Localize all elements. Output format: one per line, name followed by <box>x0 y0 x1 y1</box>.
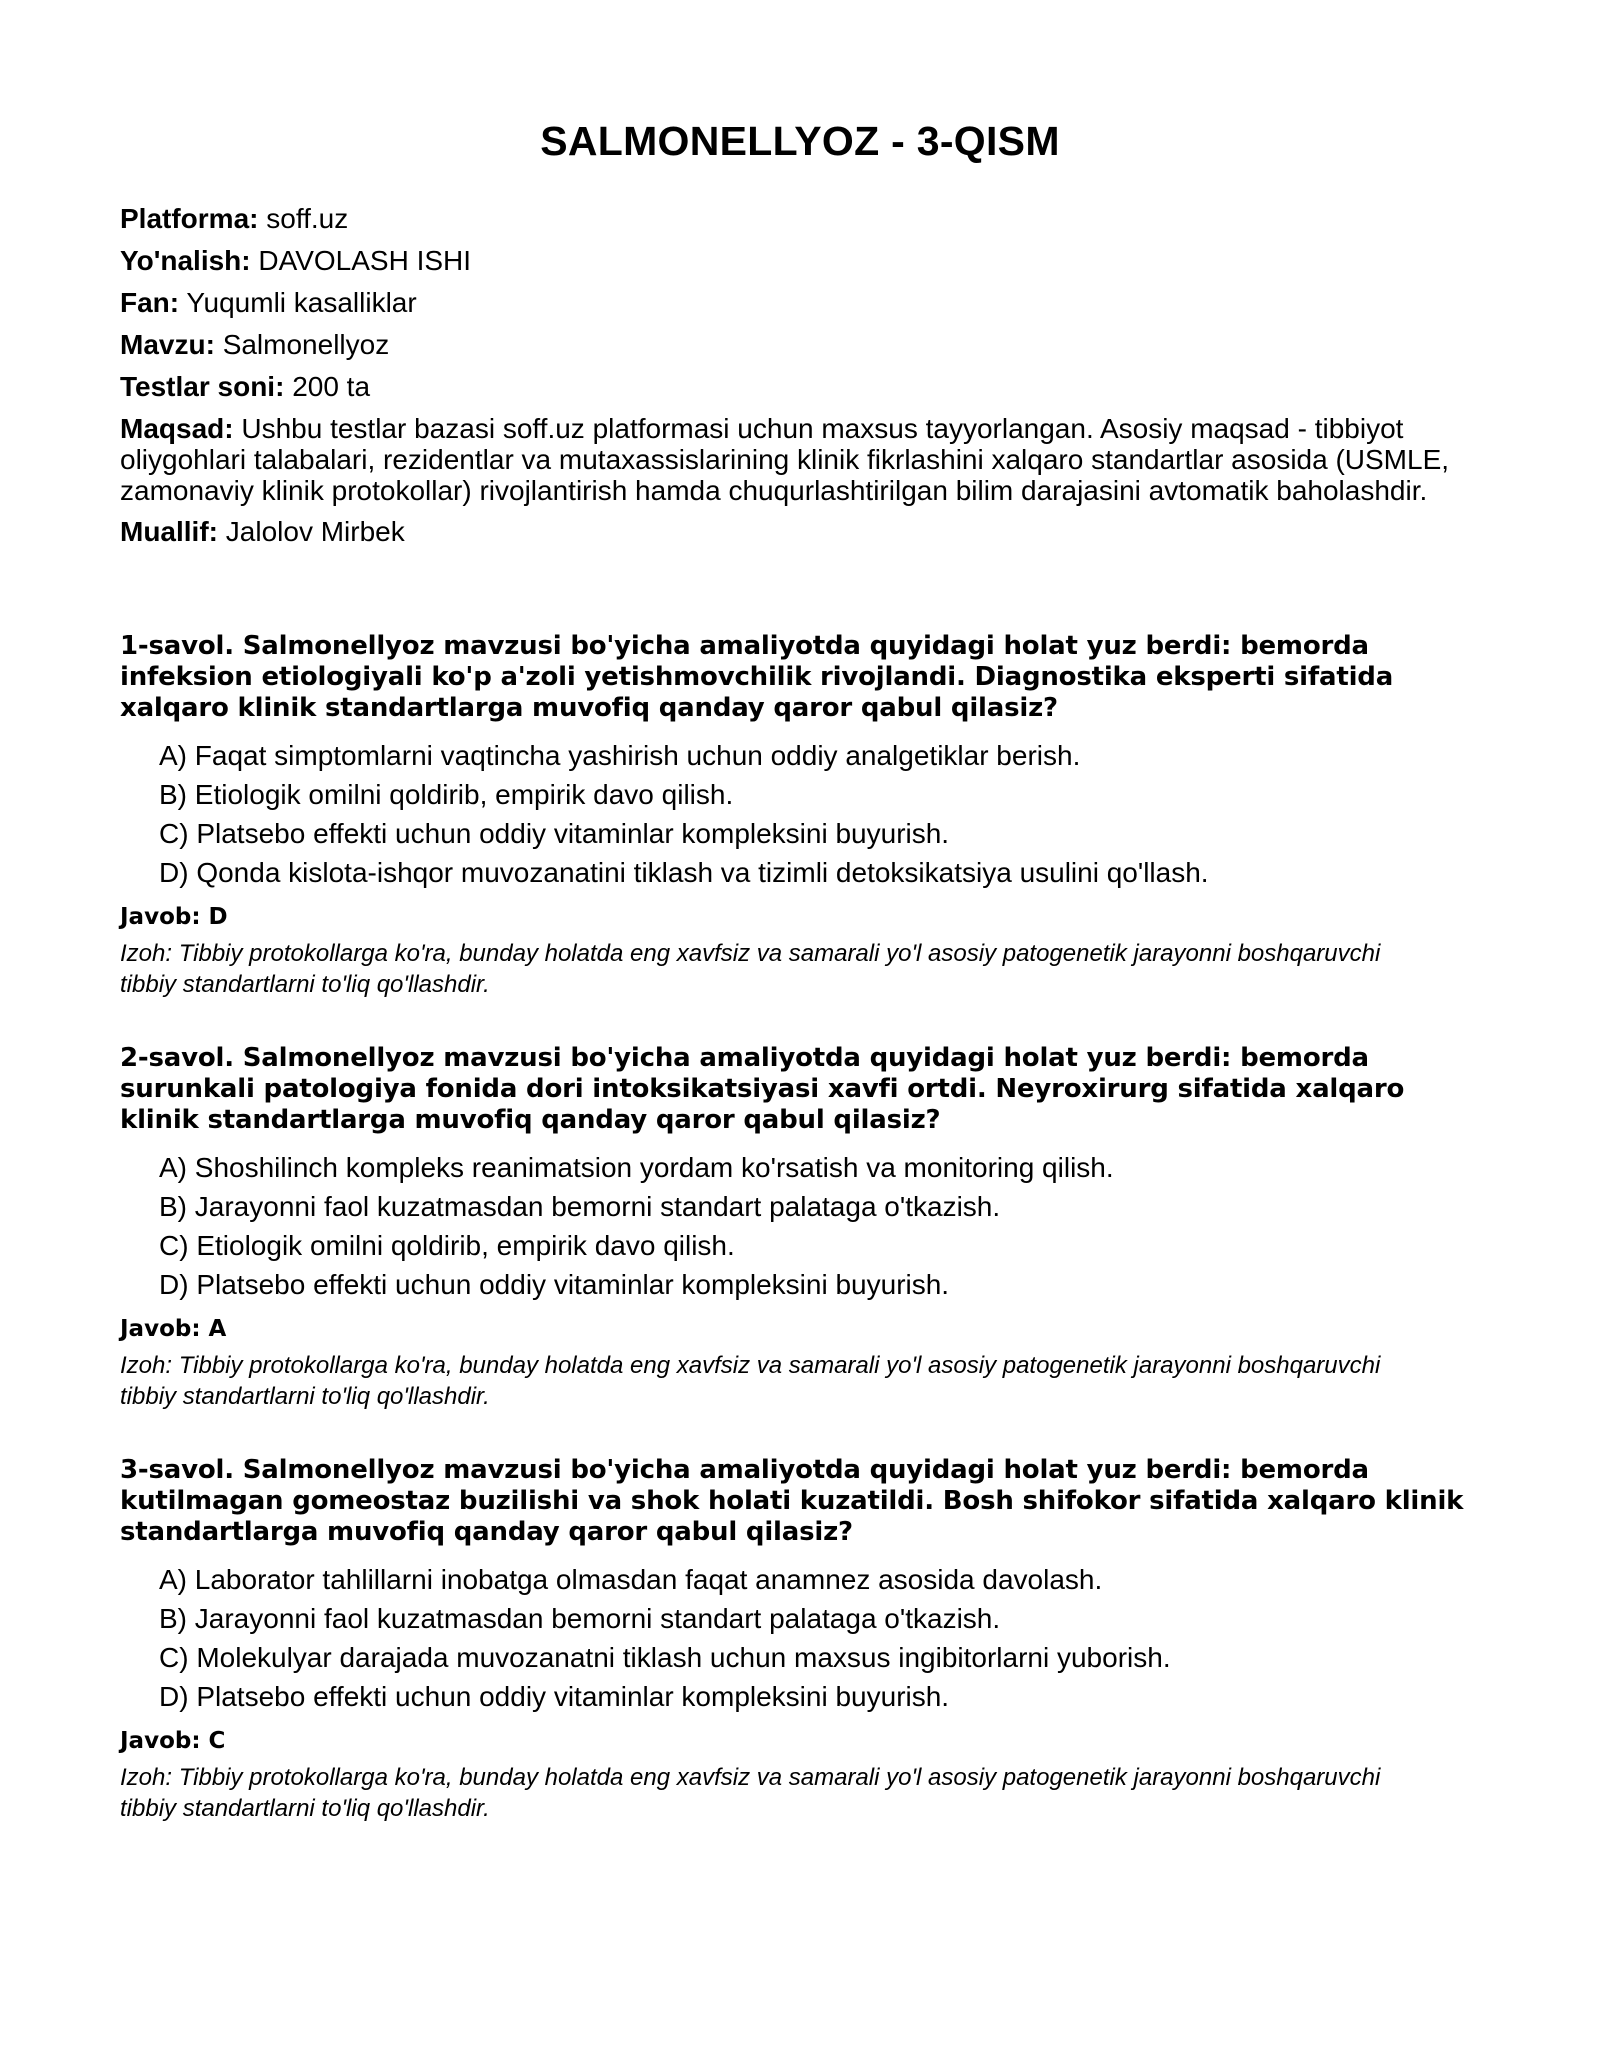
meta-label: Testlar soni: <box>120 371 285 402</box>
answer-explanation: Izoh: Tibbiy protokollarga ko'ra, bunday holatda eng xavfsiz va samarali yo'l asosiy patogenetik jarayonni boshqaruvchi tibbiy standartlarni to'liq qo'llashdir. <box>120 1764 1381 1822</box>
meta-label: Platforma: <box>120 203 259 234</box>
meta-label: Maqsad: <box>120 413 234 444</box>
answer-options <box>120 1560 1480 1716</box>
meta-value: Salmonellyoz <box>222 329 390 360</box>
option-b: B) Jarayonni faol kuzatmasdan bemorni standart palataga o'tkazish. <box>159 1603 1001 1634</box>
meta-label: Mavzu: <box>120 329 215 360</box>
meta-mavzu <box>120 329 1480 361</box>
meta-maqsad <box>120 413 1480 506</box>
question-text: 2-savol. Salmonellyoz mavzusi bo'yicha amaliyotda quyidagi holat yuz berdi: bemorda surunkali patologiya fonida dori intoksikatsiyasi xavfi ortdi. Neyroxirurg sifatida xalqaro klinik standartlarga muvofiq qanday qaror qabul qilasiz? <box>120 1043 1405 1135</box>
question-text: 1-savol. Salmonellyoz mavzusi bo'yicha amaliyotda quyidagi holat yuz berdi: bemorda infeksion etiologiyali ko'p a'zoli yetishmovchilik rivojlandi. Diagnostika eksperti sifatida xalqaro klinik standartlarga muvofiq qanday qaror qabul qilasiz? <box>120 631 1394 723</box>
meta-fan <box>120 287 1480 319</box>
option-c: C) Platsebo effekti uchun oddiy vitaminlar kompleksini buyurish. <box>159 818 950 849</box>
correct-answer: Javob: A <box>120 1316 227 1342</box>
option-b: B) Etiologik omilni qoldirib, empirik davo qilish. <box>159 779 734 810</box>
meta-value: Jalolov Mirbek <box>225 516 405 547</box>
option-d: D) Platsebo effekti uchun oddiy vitaminlar kompleksini buyurish. <box>159 1269 950 1300</box>
option-d: D) Platsebo effekti uchun oddiy vitaminlar kompleksini buyurish. <box>159 1681 950 1712</box>
option-a: A) Faqat simptomlarni vaqtincha yashirish uchun oddiy analgetiklar berish. <box>159 740 1081 771</box>
answer-options <box>120 1148 1480 1304</box>
meta-value: soff.uz <box>266 203 349 234</box>
document-page <box>120 118 1480 1867</box>
option-a: A) Shoshilinch kompleks reanimatsion yordam ko'rsatish va monitoring qilish. <box>159 1152 1114 1183</box>
option-d: D) Qonda kislota-ishqor muvozanatini tiklash va tizimli detoksikatsiya usulini qo'llash. <box>159 857 1209 888</box>
meta-testlar-soni <box>120 371 1480 403</box>
document-title: SALMONELLYOZ - 3-QISM <box>540 118 1060 164</box>
option-b: B) Jarayonni faol kuzatmasdan bemorni standart palataga o'tkazish. <box>159 1191 1001 1222</box>
question-text: 3-savol. Salmonellyoz mavzusi bo'yicha amaliyotda quyidagi holat yuz berdi: bemorda kutilmagan gomeostaz buzilishi va shok holati kuzatildi. Bosh shifokor sifatida xalqaro klinik standartlarga muvofiq qanday qaror qabul qilasiz? <box>120 1455 1464 1547</box>
meta-value: Yuqumli kasalliklar <box>186 287 417 318</box>
question-3 <box>120 1455 1480 1824</box>
option-c: C) Molekulyar darajada muvozanatni tiklash uchun maxsus ingibitorlarni yuborish. <box>159 1642 1171 1673</box>
meta-muallif <box>120 516 1480 548</box>
meta-yonalish <box>120 245 1480 277</box>
meta-label: Fan: <box>120 287 180 318</box>
option-a: A) Laborator tahlillarni inobatga olmasdan faqat anamnez asosida davolash. <box>159 1564 1103 1595</box>
correct-answer: Javob: C <box>120 1728 226 1754</box>
option-c: C) Etiologik omilni qoldirib, empirik davo qilish. <box>159 1230 735 1261</box>
meta-value: Ushbu testlar bazasi soff.uz platformasi uchun maxsus tayyorlangan. Asosiy maqsad - tibbiyot oliygohlari talabalari, rezidentlar va mutaxassislarining klinik fikrlashini xalqaro standartlar asosida (USMLE, zamonaviy klinik protokollar) rivojlantirish hamda chuqurlashtirilgan bilim darajasini avtomatik baholashdir. <box>120 413 1450 506</box>
question-list <box>120 631 1480 1824</box>
meta-label: Yo'nalish: <box>120 245 251 276</box>
question-1 <box>120 631 1480 1000</box>
meta-value: 200 ta <box>292 371 371 402</box>
correct-answer: Javob: D <box>120 904 228 930</box>
document-metadata <box>120 203 1480 548</box>
meta-value: DAVOLASH ISHI <box>258 245 472 276</box>
meta-label: Muallif: <box>120 516 218 547</box>
answer-options <box>120 736 1480 892</box>
meta-platforma <box>120 203 1480 235</box>
question-2 <box>120 1043 1480 1412</box>
answer-explanation: Izoh: Tibbiy protokollarga ko'ra, bunday holatda eng xavfsiz va samarali yo'l asosiy patogenetik jarayonni boshqaruvchi tibbiy standartlarni to'liq qo'llashdir. <box>120 940 1381 998</box>
answer-explanation: Izoh: Tibbiy protokollarga ko'ra, bunday holatda eng xavfsiz va samarali yo'l asosiy patogenetik jarayonni boshqaruvchi tibbiy standartlarni to'liq qo'llashdir. <box>120 1352 1381 1410</box>
